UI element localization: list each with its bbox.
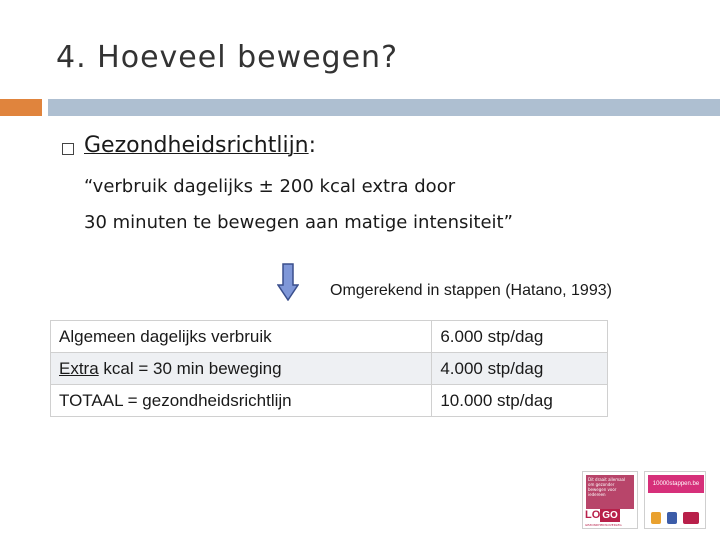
label-text: Algemeen dagelijks verbruik — [59, 326, 272, 346]
table-cell-value: 6.000 stp/dag — [432, 321, 608, 353]
label-text: kcal = 30 min beweging — [98, 358, 282, 378]
quote-line-2: 30 minuten te bewegen aan matige intensiteit” — [84, 212, 513, 233]
logo2-mark-icon — [683, 512, 699, 524]
logo1-subtitle: GEZONDHEIDSOVERLEG — [585, 523, 622, 527]
logo2-mark-icon — [667, 512, 677, 524]
slide-title: 4. Hoeveel bewegen? — [56, 40, 398, 75]
table-row — [51, 321, 608, 353]
table-cell-label — [51, 353, 432, 385]
bullet-heading-colon: : — [308, 133, 317, 158]
logo2-title: 10000stappen.be — [648, 475, 704, 493]
table-cell-value: 4.000 stp/dag — [432, 353, 608, 385]
logo1-tagline: Dit draait allemaal om gezonder bewegen voor iedereen — [586, 475, 634, 509]
label-underlined-text: Extra — [59, 358, 99, 378]
table-cell-label — [51, 321, 432, 353]
conversion-note: Omgerekend in stappen (Hatano, 1993) — [330, 282, 612, 299]
accent-bar-orange — [0, 99, 42, 116]
logo1-go: GO — [600, 509, 620, 522]
table-row — [51, 353, 608, 385]
logo1-lo: LO — [585, 509, 601, 521]
label-text: TOTAAL = gezondheidsrichtlijn — [59, 390, 292, 410]
table-cell-label — [51, 385, 432, 417]
bullet-square-icon — [62, 143, 74, 155]
bullet-heading-label: Gezondheidsrichtlijn — [84, 133, 309, 158]
steps-table — [50, 320, 608, 417]
table-row — [51, 385, 608, 417]
down-arrow-icon — [277, 263, 299, 301]
table-cell-value: 10.000 stp/dag — [432, 385, 608, 417]
accent-bar-blue — [48, 99, 720, 116]
quote-line-1: “verbruik dagelijks ± 200 kcal extra door — [84, 176, 456, 197]
logo-10000stappen — [644, 471, 706, 529]
logo2-mark-icon — [651, 512, 661, 524]
logo-gezondheidsoverleg — [582, 471, 638, 529]
bullet-heading — [84, 133, 316, 158]
